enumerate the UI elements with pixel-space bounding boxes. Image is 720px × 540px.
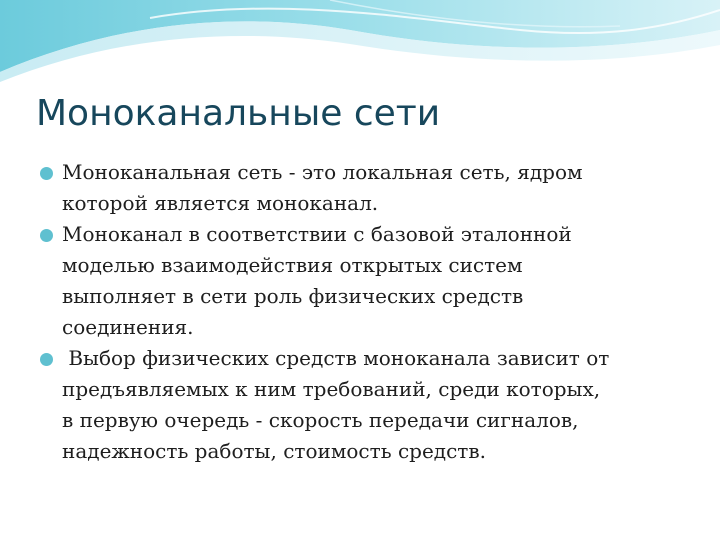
bullet-text-line: которой является моноканал.	[62, 191, 379, 215]
bullet-text-line: Моноканал в соответствии с базовой эталонной	[62, 222, 572, 246]
wave-header-decoration	[0, 0, 720, 90]
bullet-item	[40, 219, 690, 343]
bullet-list	[40, 157, 690, 467]
bullet-icon	[40, 167, 53, 180]
bullet-text-line: предъявляемых к ним требований, среди которых,	[62, 377, 601, 401]
bullet-text-line: надежность работы, стоимость средств.	[62, 439, 486, 463]
bullet-text-line: в первую очередь - скорость передачи сигналов,	[62, 408, 579, 432]
bullet-text-line: моделью взаимодействия открытых систем	[62, 253, 523, 277]
bullet-text-line: Выбор физических средств моноканала зависит от	[62, 346, 610, 370]
bullet-icon	[40, 229, 53, 242]
slide-title: Моноканальные сети	[36, 93, 441, 134]
bullet-text-line: соединения.	[62, 315, 194, 339]
bullet-item	[40, 157, 690, 219]
bullet-item	[40, 343, 690, 467]
bullet-icon	[40, 353, 53, 366]
bullet-text-line: Моноканальная сеть - это локальная сеть, ядром	[62, 160, 583, 184]
bullet-text-line: выполняет в сети роль физических средств	[62, 284, 524, 308]
